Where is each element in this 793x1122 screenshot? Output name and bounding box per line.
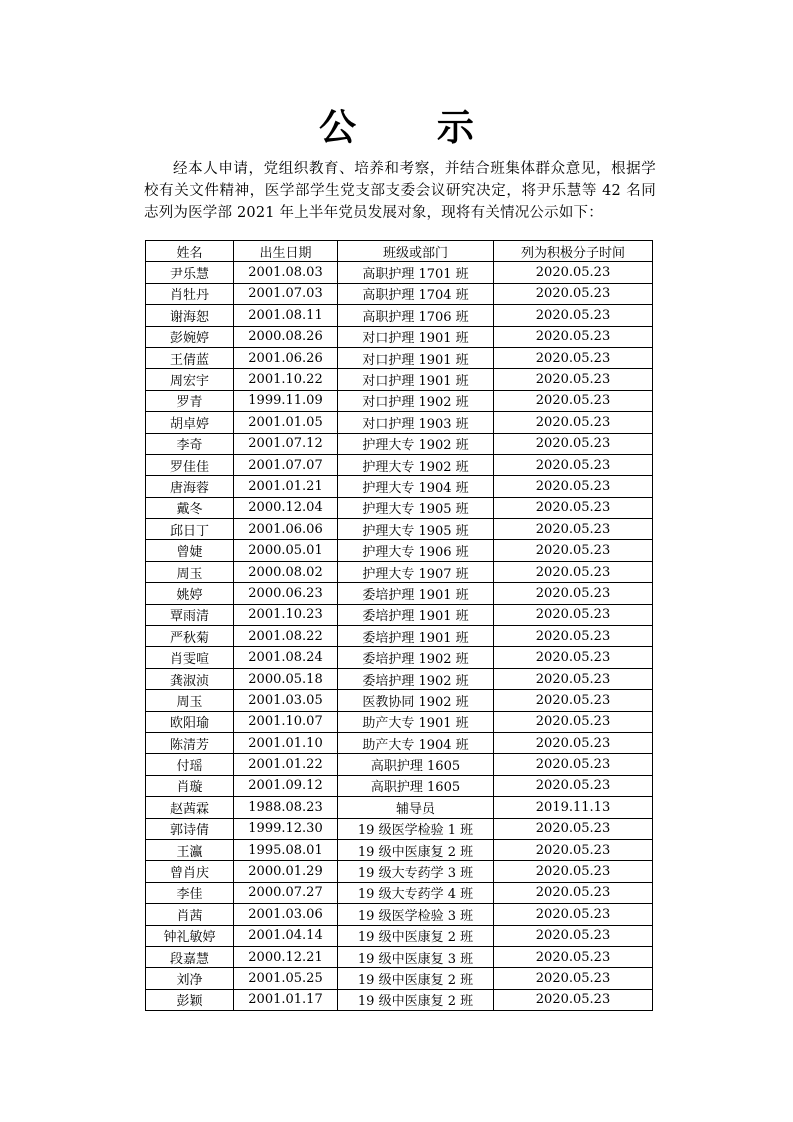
cell-name: 段嘉慧 (146, 946, 234, 967)
cell-birth-date: 2001.10.07 (234, 711, 338, 732)
cell-class-or-department: 辅导员 (338, 797, 494, 818)
cell-class-or-department: 护理大专 1906 班 (338, 540, 494, 561)
cell-birth-date: 2000.08.26 (234, 326, 338, 347)
cell-birth-date: 2001.01.17 (234, 989, 338, 1010)
cell-activist-date: 2020.05.23 (494, 904, 653, 925)
cell-name: 王倩蓝 (146, 347, 234, 368)
cell-class-or-department: 对口护理 1901 班 (338, 326, 494, 347)
table-row (146, 818, 653, 839)
cell-name: 周玉 (146, 561, 234, 582)
cell-birth-date: 2001.08.22 (234, 626, 338, 647)
cell-birth-date: 2000.01.29 (234, 861, 338, 882)
cell-activist-date: 2020.05.23 (494, 839, 653, 860)
table-row (146, 626, 653, 647)
cell-birth-date: 2000.12.04 (234, 497, 338, 518)
cell-birth-date: 2001.01.10 (234, 732, 338, 753)
cell-name: 李奇 (146, 433, 234, 454)
cell-class-or-department: 委培护理 1902 班 (338, 668, 494, 689)
cell-name: 周宏宇 (146, 369, 234, 390)
cell-class-or-department: 19 级医学检验 3 班 (338, 904, 494, 925)
cell-name: 肖雯喧 (146, 647, 234, 668)
header-name: 姓名 (146, 241, 234, 262)
cell-birth-date: 1988.08.23 (234, 797, 338, 818)
cell-activist-date: 2020.05.23 (494, 861, 653, 882)
cell-class-or-department: 19 级中医康复 3 班 (338, 946, 494, 967)
cell-name: 龚淑浈 (146, 668, 234, 689)
cell-name: 陈清芳 (146, 732, 234, 753)
cell-class-or-department: 高职护理 1701 班 (338, 262, 494, 283)
table-row (146, 925, 653, 946)
cell-class-or-department: 委培护理 1901 班 (338, 583, 494, 604)
table-header-row (146, 241, 653, 262)
cell-class-or-department: 对口护理 1903 班 (338, 412, 494, 433)
cell-name: 姚婷 (146, 583, 234, 604)
cell-birth-date: 2000.05.18 (234, 668, 338, 689)
cell-class-or-department: 护理大专 1905 班 (338, 497, 494, 518)
cell-birth-date: 2000.08.02 (234, 561, 338, 582)
cell-birth-date: 2001.10.22 (234, 369, 338, 390)
cell-class-or-department: 对口护理 1901 班 (338, 347, 494, 368)
roster-table-body (146, 262, 653, 1011)
cell-name: 曾婕 (146, 540, 234, 561)
cell-activist-date: 2020.05.23 (494, 369, 653, 390)
table-row (146, 647, 653, 668)
table-row (146, 583, 653, 604)
table-row (146, 497, 653, 518)
cell-birth-date: 2001.01.21 (234, 476, 338, 497)
cell-name: 肖茜 (146, 904, 234, 925)
cell-activist-date: 2020.05.23 (494, 262, 653, 283)
cell-birth-date: 2000.07.27 (234, 882, 338, 903)
table-row (146, 305, 653, 326)
table-row (146, 775, 653, 796)
cell-birth-date: 2001.05.25 (234, 968, 338, 989)
cell-name: 彭婉婷 (146, 326, 234, 347)
cell-activist-date: 2020.05.23 (494, 604, 653, 625)
cell-activist-date: 2020.05.23 (494, 412, 653, 433)
cell-class-or-department: 助产大专 1901 班 (338, 711, 494, 732)
cell-activist-date: 2020.05.23 (494, 925, 653, 946)
cell-class-or-department: 高职护理 1605 (338, 775, 494, 796)
table-row (146, 369, 653, 390)
cell-birth-date: 2000.06.23 (234, 583, 338, 604)
cell-name: 胡卓婷 (146, 412, 234, 433)
cell-name: 赵茜霖 (146, 797, 234, 818)
table-row (146, 690, 653, 711)
table-row (146, 839, 653, 860)
cell-name: 肖牡丹 (146, 283, 234, 304)
cell-class-or-department: 委培护理 1901 班 (338, 626, 494, 647)
table-row (146, 668, 653, 689)
cell-class-or-department: 19 级中医康复 2 班 (338, 989, 494, 1010)
cell-class-or-department: 护理大专 1902 班 (338, 433, 494, 454)
table-row (146, 968, 653, 989)
cell-name: 罗佳佳 (146, 454, 234, 475)
cell-class-or-department: 高职护理 1704 班 (338, 283, 494, 304)
cell-activist-date: 2020.05.23 (494, 775, 653, 796)
cell-birth-date: 2001.04.14 (234, 925, 338, 946)
cell-birth-date: 2001.09.12 (234, 775, 338, 796)
cell-birth-date: 2001.07.12 (234, 433, 338, 454)
cell-birth-date: 2001.06.06 (234, 519, 338, 540)
cell-class-or-department: 对口护理 1901 班 (338, 369, 494, 390)
cell-activist-date: 2020.05.23 (494, 647, 653, 668)
table-row (146, 347, 653, 368)
cell-activist-date: 2020.05.23 (494, 476, 653, 497)
table-row (146, 476, 653, 497)
cell-activist-date: 2020.05.23 (494, 390, 653, 411)
cell-class-or-department: 对口护理 1902 班 (338, 390, 494, 411)
cell-birth-date: 2001.01.05 (234, 412, 338, 433)
cell-name: 肖璇 (146, 775, 234, 796)
table-row (146, 262, 653, 283)
cell-activist-date: 2020.05.23 (494, 818, 653, 839)
cell-activist-date: 2020.05.23 (494, 754, 653, 775)
cell-class-or-department: 19 级中医康复 2 班 (338, 968, 494, 989)
cell-activist-date: 2020.05.23 (494, 946, 653, 967)
cell-activist-date: 2020.05.23 (494, 732, 653, 753)
cell-name: 邱日丁 (146, 519, 234, 540)
cell-name: 戴冬 (146, 497, 234, 518)
cell-class-or-department: 19 级医学检验 1 班 (338, 818, 494, 839)
table-row (146, 412, 653, 433)
cell-birth-date: 2001.08.11 (234, 305, 338, 326)
table-row (146, 433, 653, 454)
cell-class-or-department: 护理大专 1905 班 (338, 519, 494, 540)
table-row (146, 540, 653, 561)
cell-activist-date: 2020.05.23 (494, 882, 653, 903)
table-row (146, 946, 653, 967)
cell-class-or-department: 助产大专 1904 班 (338, 732, 494, 753)
cell-activist-date: 2020.05.23 (494, 561, 653, 582)
table-row (146, 732, 653, 753)
cell-birth-date: 1995.08.01 (234, 839, 338, 860)
cell-name: 周玉 (146, 690, 234, 711)
cell-activist-date: 2020.05.23 (494, 347, 653, 368)
cell-activist-date: 2020.05.23 (494, 433, 653, 454)
table-row (146, 283, 653, 304)
cell-name: 郭诗倩 (146, 818, 234, 839)
cell-birth-date: 2001.03.05 (234, 690, 338, 711)
table-row (146, 711, 653, 732)
table-row (146, 797, 653, 818)
cell-name: 曾肖庆 (146, 861, 234, 882)
cell-name: 钟礼敏婷 (146, 925, 234, 946)
cell-name: 罗青 (146, 390, 234, 411)
table-row (146, 754, 653, 775)
cell-name: 王瀛 (146, 839, 234, 860)
cell-class-or-department: 高职护理 1605 (338, 754, 494, 775)
table-row (146, 519, 653, 540)
cell-name: 彭颖 (146, 989, 234, 1010)
cell-activist-date: 2020.05.23 (494, 668, 653, 689)
cell-name: 严秋菊 (146, 626, 234, 647)
header-activist-date: 列为积极分子时间 (494, 241, 653, 262)
cell-name: 谢海恕 (146, 305, 234, 326)
cell-activist-date: 2020.05.23 (494, 968, 653, 989)
cell-name: 付瑶 (146, 754, 234, 775)
cell-class-or-department: 护理大专 1907 班 (338, 561, 494, 582)
cell-class-or-department: 19 级大专药学 4 班 (338, 882, 494, 903)
cell-name: 欧阳瑜 (146, 711, 234, 732)
cell-birth-date: 2001.07.07 (234, 454, 338, 475)
roster-table (145, 240, 653, 1011)
intro-paragraph: 经本人申请，党组织教育、培养和考察，并结合班集体群众意见，根据学校有关文件精神，医学部学生党支部支委会议研究决定，将尹乐慧等 42 名同志列为医学部 2021 年上半年党员发展对象，现将有关情况公示如下： (144, 161, 656, 221)
cell-class-or-department: 19 级大专药学 3 班 (338, 861, 494, 882)
cell-birth-date: 1999.11.09 (234, 390, 338, 411)
cell-name: 覃雨清 (146, 604, 234, 625)
cell-activist-date: 2020.05.23 (494, 626, 653, 647)
cell-activist-date: 2020.05.23 (494, 519, 653, 540)
cell-class-or-department: 医教协同 1902 班 (338, 690, 494, 711)
table-row (146, 882, 653, 903)
cell-activist-date: 2020.05.23 (494, 540, 653, 561)
cell-birth-date: 2001.08.24 (234, 647, 338, 668)
header-birth-date: 出生日期 (234, 241, 338, 262)
cell-birth-date: 2001.06.26 (234, 347, 338, 368)
cell-activist-date: 2020.05.23 (494, 305, 653, 326)
table-row (146, 904, 653, 925)
cell-birth-date: 2001.08.03 (234, 262, 338, 283)
table-row (146, 326, 653, 347)
table-row (146, 989, 653, 1010)
table-row (146, 561, 653, 582)
table-row (146, 861, 653, 882)
cell-name: 尹乐慧 (146, 262, 234, 283)
document-title: 公 示 (319, 106, 508, 149)
cell-class-or-department: 护理大专 1904 班 (338, 476, 494, 497)
cell-birth-date: 2001.10.23 (234, 604, 338, 625)
cell-activist-date: 2020.05.23 (494, 454, 653, 475)
cell-class-or-department: 委培护理 1902 班 (338, 647, 494, 668)
cell-birth-date: 1999.12.30 (234, 818, 338, 839)
cell-activist-date: 2020.05.23 (494, 583, 653, 604)
cell-birth-date: 2000.05.01 (234, 540, 338, 561)
cell-class-or-department: 高职护理 1706 班 (338, 305, 494, 326)
cell-class-or-department: 19 级中医康复 2 班 (338, 925, 494, 946)
cell-activist-date: 2020.05.23 (494, 690, 653, 711)
cell-activist-date: 2020.05.23 (494, 989, 653, 1010)
cell-birth-date: 2001.07.03 (234, 283, 338, 304)
cell-activist-date: 2020.05.23 (494, 283, 653, 304)
cell-class-or-department: 19 级中医康复 2 班 (338, 839, 494, 860)
cell-activist-date: 2020.05.23 (494, 711, 653, 732)
table-row (146, 604, 653, 625)
cell-birth-date: 2001.01.22 (234, 754, 338, 775)
cell-class-or-department: 委培护理 1901 班 (338, 604, 494, 625)
cell-activist-date: 2020.05.23 (494, 497, 653, 518)
cell-name: 李佳 (146, 882, 234, 903)
cell-name: 唐海蓉 (146, 476, 234, 497)
table-row (146, 390, 653, 411)
cell-name: 刘净 (146, 968, 234, 989)
cell-class-or-department: 护理大专 1902 班 (338, 454, 494, 475)
table-row (146, 454, 653, 475)
cell-birth-date: 2000.12.21 (234, 946, 338, 967)
cell-birth-date: 2001.03.06 (234, 904, 338, 925)
header-class-or-department: 班级或部门 (338, 241, 494, 262)
cell-activist-date: 2019.11.13 (494, 797, 653, 818)
cell-activist-date: 2020.05.23 (494, 326, 653, 347)
